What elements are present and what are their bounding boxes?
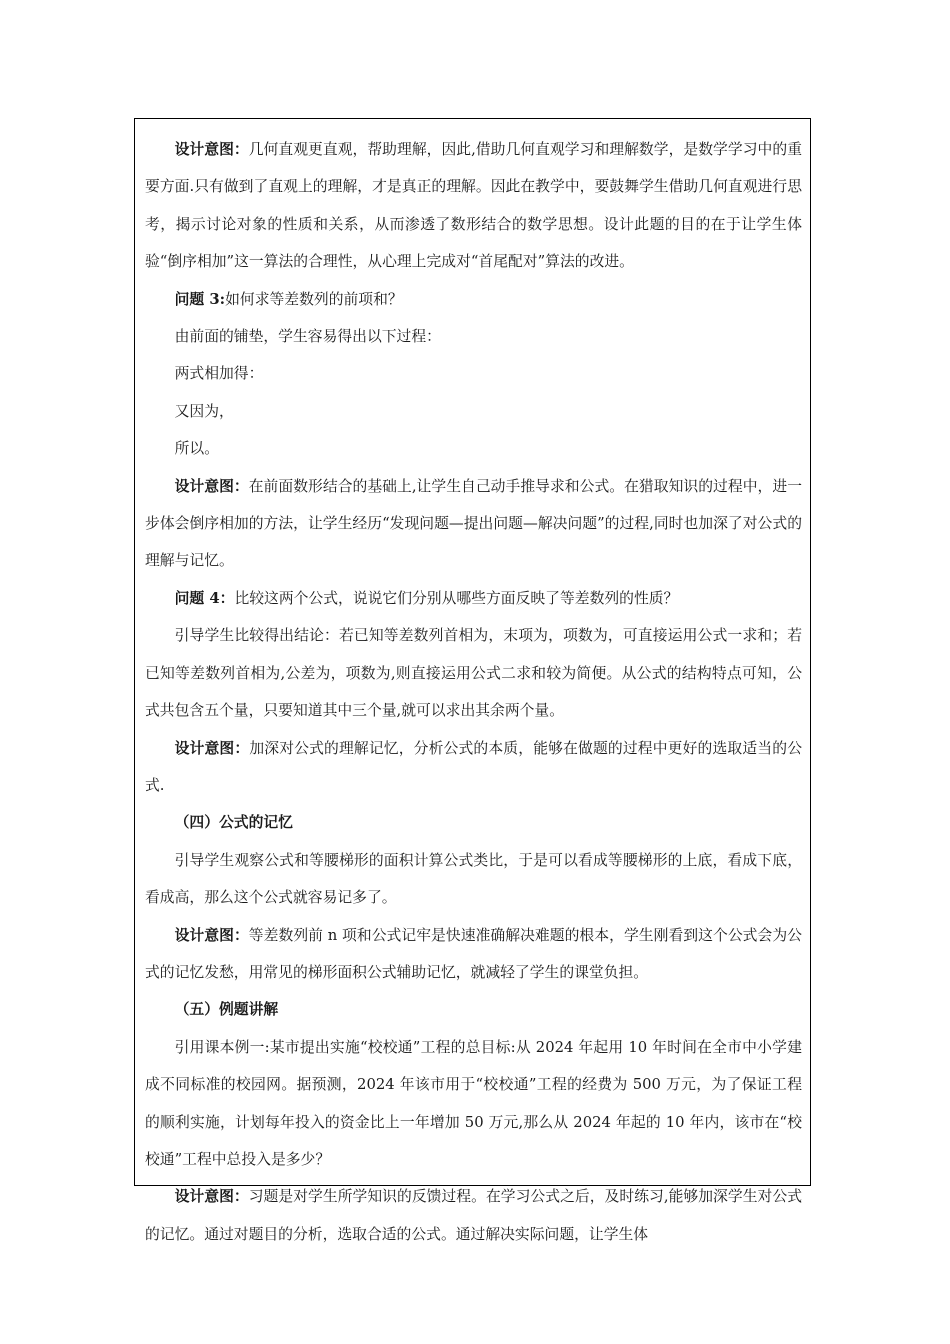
paragraph-text: 加深对公式的理解记忆，分析公式的本质，能够在做题的过程中更好的选取适当的公式. bbox=[145, 739, 802, 794]
bold-label: 设计意图： bbox=[174, 141, 249, 158]
paragraph-text: 如何求等差数列的前项和？ bbox=[225, 290, 403, 308]
paragraph-text: 又因为， bbox=[174, 402, 234, 420]
section-heading-formula-memory bbox=[145, 804, 802, 841]
paragraph-derivation-intro bbox=[145, 318, 802, 355]
paragraph-question-3 bbox=[145, 281, 802, 318]
paragraph-text: 由前面的铺垫，学生容易得出以下过程： bbox=[174, 328, 441, 346]
section-heading: （五）例题讲解 bbox=[174, 1001, 279, 1019]
paragraph-trapezoid-analogy bbox=[145, 842, 802, 917]
paragraph-text: 在前面数形结合的基础上,让学生自己动手推导求和公式。在猎取知识的过程中，进一步体会倒序相加的方法，让学生经历“发现问题—提出问题—解决问题”的过程,同时也加深了对公式的理解与记忆。 bbox=[145, 477, 802, 570]
paragraph-design-intent-5 bbox=[145, 1178, 802, 1253]
paragraph-text: 引导学生比较得出结论：若已知等差数列首相为，末项为，项数为，可直接运用公式一求和；若已知等差数列首相为,公差为，项数为,则直接运用公式二求和较为简便。从公式的结构特点可知，公式共包含五个量，只要知道其中三个量,就可以求出其余两个量。 bbox=[145, 627, 802, 720]
paragraph-text: 引用课本例一:某市提出实施“校校通”工程的总目标:从 2024 年起用 10 年时间在全市中小学建成不同标准的校园网。据预测，2024 年该市用于“校校通”工程的经费为 500 万元，为了保证工程的顺利实施，计划每年投入的资金比上一年增加 50 万元,那么从 2024 年起的 10 年内，该市在“校校通”工程中总投入是多少？ bbox=[145, 1038, 802, 1168]
bold-label: 问题 4： bbox=[174, 589, 235, 607]
section-heading: （四）公式的记忆 bbox=[174, 814, 293, 832]
paragraph-text: 几何直观更直观，帮助理解，因此,借助几何直观学习和理解数学，是数学学习中的重要方面.只有做到了直观上的理解，才是真正的理解。因此在教学中，要鼓舞学生借助几何直观进行思考，揭示讨论对象的性质和关系，从而渗透了数形结合的数学思想。设计此题的目的在于让学生体验“倒序相加”这一算法的合理性，从心理上完成对“首尾配对”算法的改进。 bbox=[145, 141, 802, 271]
paragraph-text: 等差数列前 n 项和公式记牢是快速准确解决难题的根本，学生刚看到这个公式会为公式的记忆发愁，用常见的梯形面积公式辅助记忆，就减轻了学生的课堂负担。 bbox=[145, 926, 802, 981]
document-body bbox=[135, 119, 810, 1253]
paragraph-add-two bbox=[145, 355, 802, 392]
bold-label: 设计意图： bbox=[174, 1188, 249, 1206]
document-frame bbox=[134, 118, 811, 1243]
bold-label: 设计意图： bbox=[174, 477, 249, 495]
paragraph-question-4 bbox=[145, 580, 802, 617]
bold-label: 设计意图： bbox=[174, 739, 250, 757]
paragraph-design-intent-1 bbox=[145, 131, 802, 281]
section-heading-examples bbox=[145, 991, 802, 1028]
paragraph-example-1 bbox=[145, 1029, 802, 1179]
paragraph-therefore bbox=[145, 430, 802, 467]
paragraph-because bbox=[145, 393, 802, 430]
paragraph-design-intent-3 bbox=[145, 730, 802, 805]
paragraph-text: 比较这两个公式，说说它们分别从哪些方面反映了等差数列的性质？ bbox=[234, 589, 679, 607]
paragraph-text: 习题是对学生所学知识的反馈过程。在学习公式之后，及时练习,能够加深学生对公式的记忆。通过对题目的分析，选取合适的公式。通过解决实际问题，让学生体 bbox=[145, 1188, 802, 1243]
paragraph-text: 所以。 bbox=[174, 440, 219, 458]
bold-label: 问题 3: bbox=[174, 290, 226, 308]
paragraph-conclusion bbox=[145, 617, 802, 729]
paragraph-design-intent-2 bbox=[145, 468, 802, 580]
paragraph-text: 引导学生观察公式和等腰梯形的面积计算公式类比，于是可以看成等腰梯形的上底，看成下底，看成高，那么这个公式就容易记多了。 bbox=[145, 851, 802, 907]
paragraph-design-intent-4 bbox=[145, 917, 802, 992]
bold-label: 设计意图： bbox=[174, 926, 249, 944]
paragraph-text: 两式相加得： bbox=[174, 365, 264, 383]
